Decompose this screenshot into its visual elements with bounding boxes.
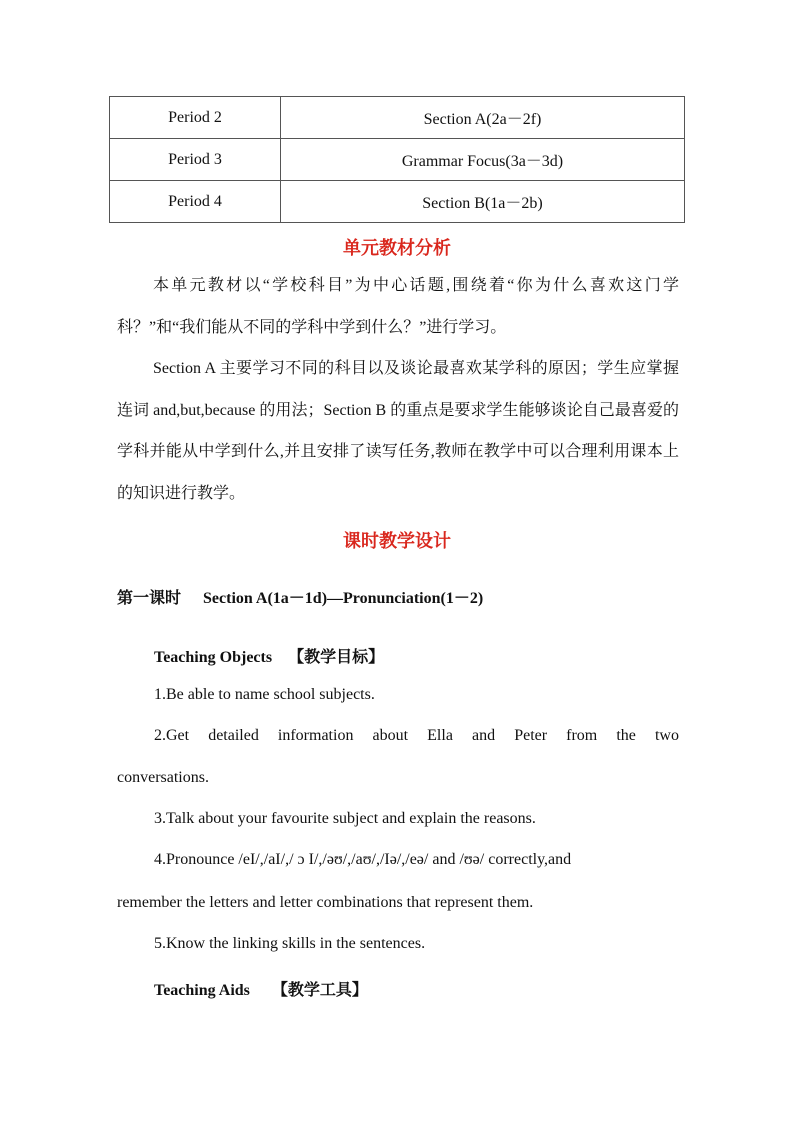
lesson-title-line [117, 585, 679, 608]
objective-3: 3.Talk about your favourite subject and explain the reasons. [154, 810, 536, 827]
analysis-paragraph-2 [117, 348, 679, 514]
period-row [110, 181, 685, 223]
objective-5: 5.Know the linking skills in the sentences. [154, 935, 426, 952]
section-cell: Section B(1a－2b) [281, 181, 685, 223]
unit-analysis-heading: 单元教材分析 [343, 238, 451, 259]
objective-2-word: and [472, 727, 496, 744]
lesson-design-heading: 课时教学设计 [343, 531, 451, 552]
objective-2-word: 2.Get [154, 727, 190, 744]
period-row [110, 97, 685, 139]
objective-2-word: two [654, 727, 679, 744]
period-row [110, 139, 685, 181]
objective-2-end: conversations. [117, 769, 209, 786]
objective-2-word: information [277, 727, 354, 744]
aids-cn-label: 【教学工具】 [271, 980, 368, 999]
objective-2-word: the [616, 727, 636, 744]
section-cell: Grammar Focus(3a－3d) [281, 139, 685, 181]
period-table-body [110, 97, 685, 223]
objective-2-line [154, 727, 679, 745]
objective-4-line-2: remember the letters and letter combinations that represent them. [117, 894, 534, 911]
objectives-cn-label: 【教学目标】 [288, 647, 385, 666]
period-table [109, 96, 685, 223]
aids-label-line [154, 977, 679, 1000]
analysis-text-1: 本单元教材以“学校科目”为中心话题,围绕着“你为什么喜欢这门学科？”和“我们能从不同的学科中学到什么？”进行学习。 [117, 277, 679, 336]
objectives-label: Teaching Objects [154, 649, 273, 666]
objective-2-word: Peter [514, 727, 548, 744]
period-cell: Period 3 [110, 139, 281, 181]
objective-1: 1.Be able to name school subjects. [154, 686, 375, 703]
section-cell: Section A(2a－2f) [281, 97, 685, 139]
objective-2-word: from [566, 727, 598, 744]
objective-2-word: Ella [427, 727, 453, 744]
period-cell: Period 4 [110, 181, 281, 223]
analysis-text-2: Section A 主要学习不同的科目以及谈论最喜欢某学科的原因；学生应掌握连词 and,but,because 的用法；Section B 的重点是要求学生能够谈论自己最喜爱的学科并能从中学到什么,并且安排了读写任务,教师在教学中可以合理利用课本上的知识进行教学。 [117, 360, 679, 502]
aids-label: Teaching Aids [154, 982, 250, 999]
lesson-title: Section A(1a－1d)—Pronunciation(1－2) [203, 590, 484, 607]
objectives-label-line [154, 644, 679, 667]
analysis-paragraph-1 [117, 265, 679, 348]
objective-2-word: detailed [208, 727, 259, 744]
objective-2-word: about [372, 727, 409, 744]
lesson-label: 第一课时 [117, 588, 182, 607]
period-cell: Period 2 [110, 97, 281, 139]
objective-4-line-1: 4.Pronounce /eI/,/aI/,/ ɔ I/,/əʊ/,/aʊ/,/Iə/,/eə/ and /ʊə/ correctly,and [154, 851, 572, 868]
